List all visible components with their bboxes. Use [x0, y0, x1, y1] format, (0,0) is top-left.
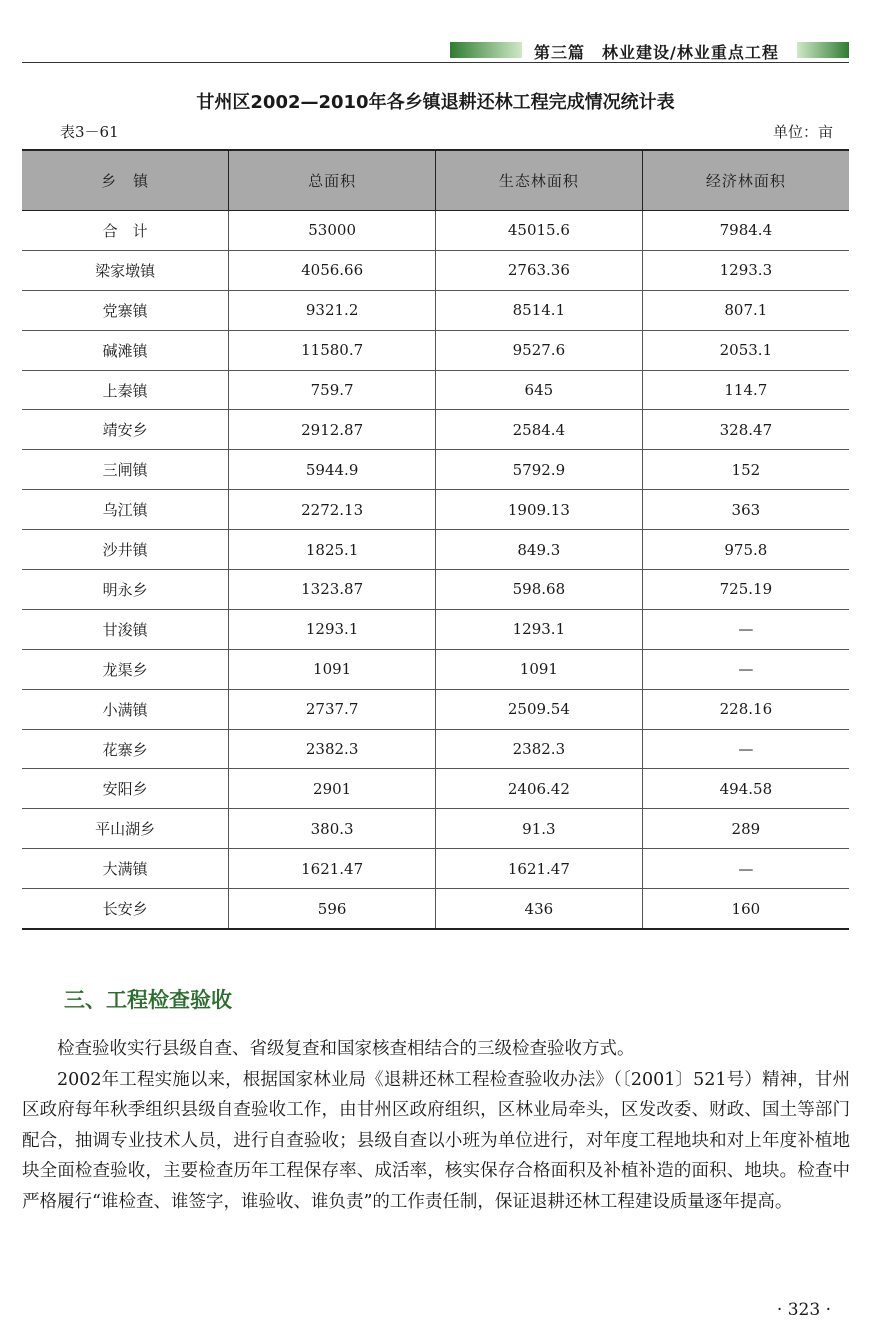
cell-total-area: 759.7	[229, 370, 436, 410]
cell-township: 合 计	[22, 211, 229, 251]
statistics-table	[22, 149, 849, 930]
cell-ecological-forest: 2584.4	[436, 410, 643, 450]
cell-township: 靖安乡	[22, 410, 229, 450]
cell-total-area: 4056.66	[229, 250, 436, 290]
cell-township: 党寨镇	[22, 290, 229, 330]
cell-economic-forest: —	[642, 609, 849, 649]
cell-total-area: 11580.7	[229, 330, 436, 370]
table-row	[22, 250, 849, 290]
table-body	[22, 211, 849, 930]
cell-economic-forest: 2053.1	[642, 330, 849, 370]
cell-ecological-forest: 2382.3	[436, 729, 643, 769]
table-row	[22, 570, 849, 610]
cell-ecological-forest: 2406.42	[436, 769, 643, 809]
cell-economic-forest: 725.19	[642, 570, 849, 610]
cell-total-area: 380.3	[229, 809, 436, 849]
cell-ecological-forest: 849.3	[436, 530, 643, 570]
cell-economic-forest: 114.7	[642, 370, 849, 410]
table-row	[22, 889, 849, 929]
table-row	[22, 649, 849, 689]
column-header-township: 乡 镇	[22, 150, 229, 211]
cell-total-area: 2272.13	[229, 490, 436, 530]
cell-ecological-forest: 645	[436, 370, 643, 410]
cell-township: 小满镇	[22, 689, 229, 729]
cell-ecological-forest: 5792.9	[436, 450, 643, 490]
cell-township: 龙渠乡	[22, 649, 229, 689]
cell-economic-forest: 160	[642, 889, 849, 929]
paragraph: 2002年工程实施以来，根据国家林业局《退耕还林工程检查验收办法》（〔2001〕521号）精神，甘州区政府每年秋季组织县级自查验收工作，由甘州区政府组织，区林业局牵头，区发改委、财政、国土等部门配合，抽调专业技术人员，进行自查验收；县级自查以小班为单位进行，对年度工程地块和对上年度补植地块全面检查验收，主要检查历年工程保存率、成活率，核实保存合格面积及补植补造的面积、地块。检查中严格履行“谁检查、谁签字，谁验收、谁负责”的工作责任制，保证退耕还林工程建设质量逐年提高。	[22, 1069, 850, 1212]
cell-total-area: 2382.3	[229, 729, 436, 769]
table-header-row	[22, 150, 849, 211]
cell-township: 大满镇	[22, 849, 229, 889]
table-row	[22, 689, 849, 729]
cell-township: 上秦镇	[22, 370, 229, 410]
cell-total-area: 5944.9	[229, 450, 436, 490]
table-row	[22, 809, 849, 849]
cell-township: 安阳乡	[22, 769, 229, 809]
cell-township: 花寨乡	[22, 729, 229, 769]
cell-township: 梁家墩镇	[22, 250, 229, 290]
body-text	[22, 1034, 850, 1217]
cell-township: 长安乡	[22, 889, 229, 929]
cell-economic-forest: 363	[642, 490, 849, 530]
cell-ecological-forest: 91.3	[436, 809, 643, 849]
table-row	[22, 530, 849, 570]
table-label: 表3－61	[60, 123, 119, 141]
cell-total-area: 1621.47	[229, 849, 436, 889]
cell-economic-forest: 7984.4	[642, 211, 849, 251]
cell-total-area: 1293.1	[229, 609, 436, 649]
cell-economic-forest: —	[642, 849, 849, 889]
cell-economic-forest: 152	[642, 450, 849, 490]
column-header-total-area: 总面积	[229, 150, 436, 211]
cell-township: 三闸镇	[22, 450, 229, 490]
header-title: 第三篇 林业建设/林业重点工程	[534, 43, 779, 62]
cell-ecological-forest: 8514.1	[436, 290, 643, 330]
cell-economic-forest: 494.58	[642, 769, 849, 809]
table-title: 甘州区2002—2010年各乡镇退耕还林工程完成情况统计表	[196, 92, 675, 113]
cell-township: 平山湖乡	[22, 809, 229, 849]
cell-economic-forest: 289	[642, 809, 849, 849]
cell-economic-forest: 328.47	[642, 410, 849, 450]
table-row	[22, 211, 849, 251]
table-row	[22, 729, 849, 769]
table-row	[22, 450, 849, 490]
header-rule	[22, 62, 849, 63]
column-header-economic-forest: 经济林面积	[642, 150, 849, 211]
cell-ecological-forest: 1293.1	[436, 609, 643, 649]
cell-economic-forest: —	[642, 729, 849, 769]
cell-ecological-forest: 1091	[436, 649, 643, 689]
cell-total-area: 2901	[229, 769, 436, 809]
table-unit: 单位：亩	[772, 123, 833, 141]
cell-economic-forest: 975.8	[642, 530, 849, 570]
cell-total-area: 2737.7	[229, 689, 436, 729]
cell-ecological-forest: 2509.54	[436, 689, 643, 729]
column-header-ecological-forest: 生态林面积	[436, 150, 643, 211]
cell-total-area: 53000	[229, 211, 436, 251]
table-row	[22, 410, 849, 450]
cell-ecological-forest: 1621.47	[436, 849, 643, 889]
cell-economic-forest: 228.16	[642, 689, 849, 729]
cell-total-area: 1825.1	[229, 530, 436, 570]
cell-ecological-forest: 45015.6	[436, 211, 643, 251]
header-decoration-right	[797, 42, 849, 58]
cell-economic-forest: 807.1	[642, 290, 849, 330]
page-header	[22, 38, 849, 62]
cell-total-area: 1323.87	[229, 570, 436, 610]
cell-township: 乌江镇	[22, 490, 229, 530]
table-row	[22, 330, 849, 370]
cell-ecological-forest: 2763.36	[436, 250, 643, 290]
cell-total-area: 9321.2	[229, 290, 436, 330]
cell-ecological-forest: 1909.13	[436, 490, 643, 530]
cell-township: 沙井镇	[22, 530, 229, 570]
cell-township: 甘浚镇	[22, 609, 229, 649]
cell-total-area: 2912.87	[229, 410, 436, 450]
table-row	[22, 769, 849, 809]
paragraph: 检查验收实行县级自查、省级复查和国家核查相结合的三级检查验收方式。	[57, 1039, 635, 1059]
cell-total-area: 1091	[229, 649, 436, 689]
section-heading: 三、工程检查验收	[64, 988, 232, 1012]
cell-ecological-forest: 436	[436, 889, 643, 929]
page-number: · 323 ·	[776, 1300, 831, 1320]
table-row	[22, 290, 849, 330]
cell-ecological-forest: 598.68	[436, 570, 643, 610]
cell-economic-forest: —	[642, 649, 849, 689]
header-decoration-left	[450, 42, 522, 58]
table-row	[22, 849, 849, 889]
table-row	[22, 490, 849, 530]
table-row	[22, 370, 849, 410]
cell-economic-forest: 1293.3	[642, 250, 849, 290]
cell-ecological-forest: 9527.6	[436, 330, 643, 370]
cell-township: 碱滩镇	[22, 330, 229, 370]
cell-township: 明永乡	[22, 570, 229, 610]
table-row	[22, 609, 849, 649]
cell-total-area: 596	[229, 889, 436, 929]
